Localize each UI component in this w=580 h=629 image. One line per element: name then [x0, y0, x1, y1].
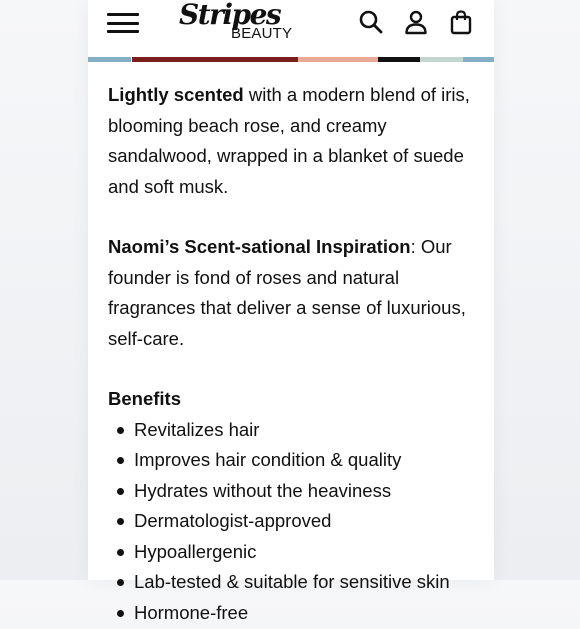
brand-logo[interactable] [179, 0, 291, 44]
inspiration-description [108, 232, 474, 354]
benefits-list [108, 415, 474, 629]
list-item: Hydrates without the heaviness [108, 476, 474, 507]
product-description [88, 62, 494, 629]
mobile-page [88, 0, 494, 624]
stripe-segment [88, 57, 131, 62]
inspiration-lead: Naomi’s Scent-sational Inspiration [108, 236, 411, 257]
menu-line [107, 22, 139, 25]
scent-text: with a modern blend of iris, blooming beach rose, and creamy sandalwood, wrapped in a blanket of suede and soft musk. [108, 84, 470, 197]
list-item: Revitalizes hair [108, 415, 474, 446]
stripe-segment [463, 57, 494, 62]
benefits-heading: Benefits [108, 388, 181, 409]
stripe-segment [378, 57, 420, 62]
brand-color-stripe [88, 57, 494, 62]
search-icon[interactable] [358, 9, 384, 35]
list-item: Improves hair condition & quality [108, 445, 474, 476]
list-item: Hormone-free [108, 598, 474, 629]
site-header [88, 0, 494, 57]
stripe-segment [298, 57, 378, 62]
stripe-segment [132, 57, 298, 62]
inspiration-text: : Our founder is fond of roses and natural fragrances that deliver a sense of luxurious, self-care. [108, 236, 466, 349]
scent-description [108, 80, 474, 202]
menu-line [107, 30, 139, 33]
scent-lead: Lightly scented [108, 84, 244, 105]
list-item: Lab-tested & suitable for sensitive skin [108, 567, 474, 598]
menu-line [107, 13, 139, 16]
logo-sub: BEAUTY [231, 25, 293, 42]
list-item: Hypoallergenic [108, 537, 474, 568]
stripe-segment [420, 57, 463, 62]
shopping-bag-icon[interactable] [448, 9, 474, 35]
user-icon[interactable] [403, 9, 429, 35]
menu-icon[interactable] [107, 13, 139, 33]
logo-script: Stripes [179, 0, 281, 31]
list-item: Dermatologist-approved [108, 506, 474, 537]
header-icons [358, 9, 474, 35]
